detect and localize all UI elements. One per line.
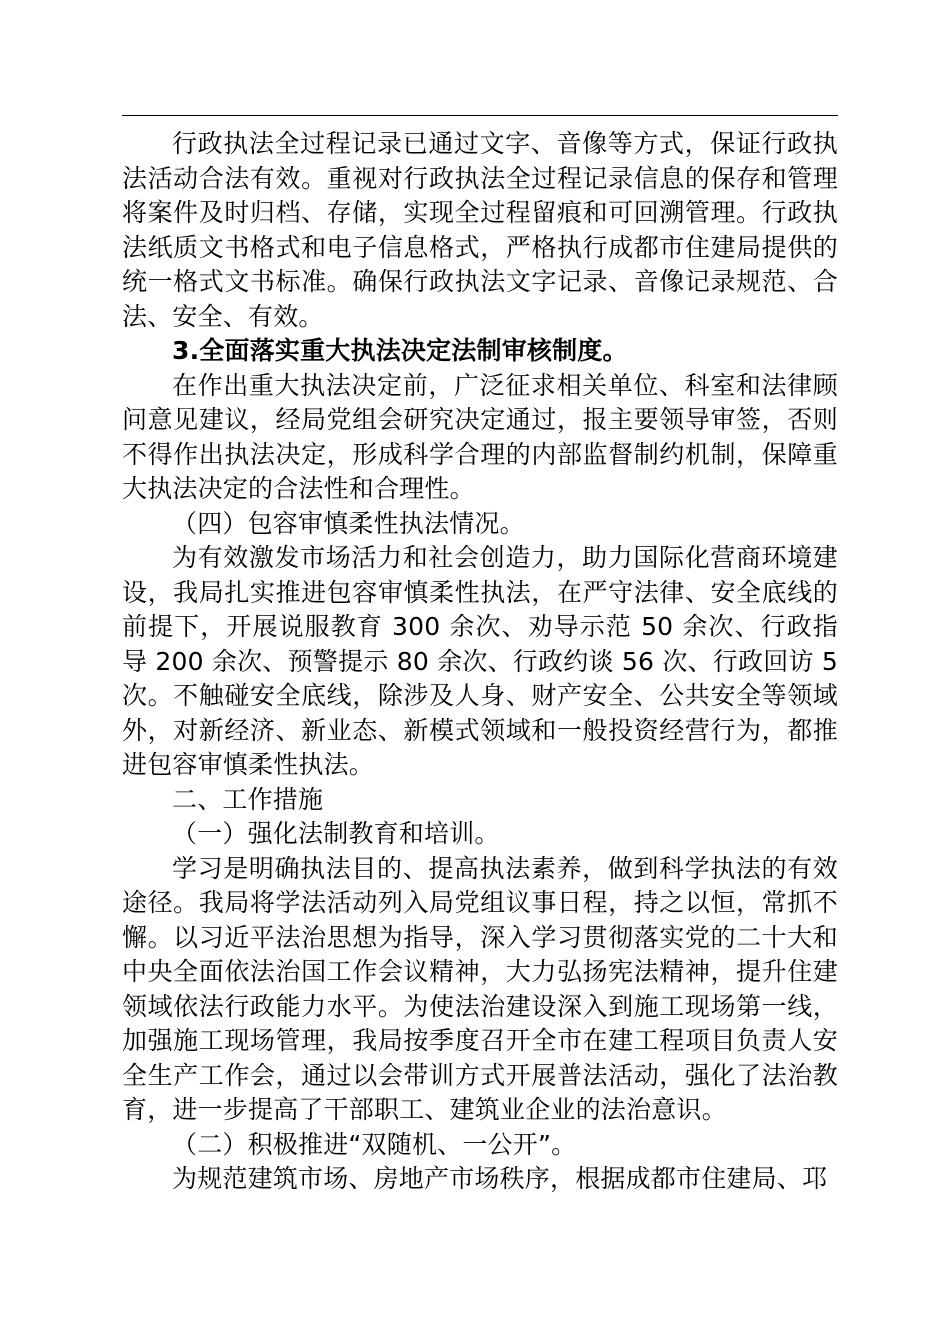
heading-double-random: （二）积极推进“双随机、一公开”。: [172, 1129, 577, 1159]
heading-legal-review: 3.全面落实重大执法决定法制审核制度。: [172, 336, 628, 365]
heading-legal-training: （一）强化法制教育和培训。: [172, 819, 500, 848]
header-rule: [122, 115, 838, 116]
document-body: [122, 127, 838, 1197]
paragraph-record-keeping: 行政执法全过程记录已通过文字、音像等方式，保证行政执法活动合法有效。重视对行政执法全过程记录信息的保存和管理将案件及时归档、存储，实现全过程留痕和可回溯管理。行政执法纸质文书格式和电子信息格式，严格执行成都市住建局提供的统一格式文书标准。确保行政执法文字记录、音像记录规范、合法、安全、有效。: [122, 129, 838, 331]
paragraph-legal-review: 在作出重大执法决定前，广泛征求相关单位、科室和法律顾问意见建议，经局党组会研究决定通过，报主要领导审签，否则不得作出执法决定，形成科学合理的内部监督制约机制，保障重大执法决定的合法性和合理性。: [122, 370, 838, 503]
paragraph-double-random: 为规范建筑市场、房地产市场秩序，根据成都市住建局、邛: [172, 1164, 828, 1193]
paragraph-legal-training: 学习是明确执法目的、提高执法素养，做到科学执法的有效途径。我局将学法活动列入局党组议事日程，持之以恒，常抓不懈。以习近平法治思想为指导，深入学习贯彻落实党的二十大和中央全面依法治国工作会议精神，大力弘扬宪法精神，提升住建领域依法行政能力水平。为使法治建设深入到施工现场第一线，加强施工现场管理，我局按季度召开全市在建工程项目负责人安全生产工作会，通过以会带训方式开展普法活动，强化了法治教育，进一步提高了干部职工、建筑业企业的法治意识。: [122, 853, 838, 1124]
paragraph-flexible-enforcement: 为有效激发市场活力和社会创造力，助力国际化营商环境建设，我局扎实推进包容审慎柔性执法，在严守法律、安全底线的前提下，开展说服教育 300 余次、劝导示范 50 余次、行政指导 200 余次、预警提示 80 余次、行政约谈 56 次、行政回访 5 次。不触碰安全底线，除涉及人身、财产安全、公共安全等领域外，对新经济、新业态、新模式领域和一般投资经营行为，都推进包容审慎柔性执法。: [122, 543, 838, 779]
heading-work-measures: 二、工作措施: [172, 784, 324, 814]
heading-flexible-enforcement: （四）包容审慎柔性执法情况。: [172, 508, 525, 538]
